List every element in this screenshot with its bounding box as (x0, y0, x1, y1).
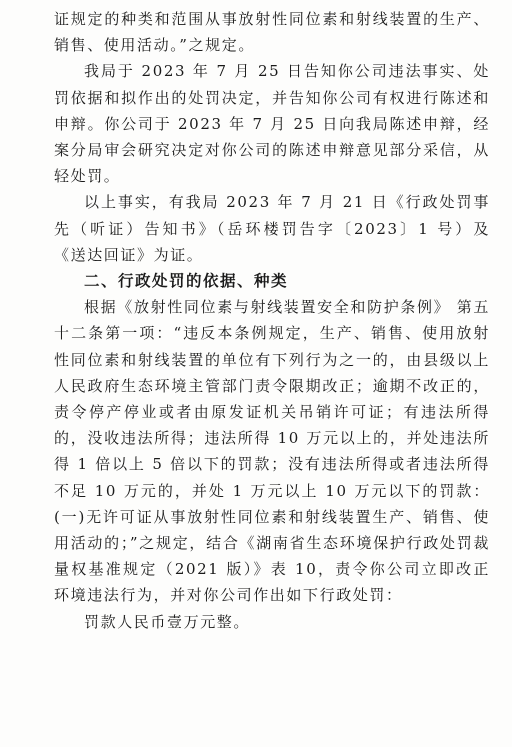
section-heading: 二、行政处罚的依据、种类 (84, 272, 289, 291)
paragraph-evidence: 以上事实，有我局 2023 年 7 月 21 日《行政处罚事先（听证）告知书》（岳环楼罚告字〔2023〕1 号）及《送达回证》为证。 (54, 193, 490, 264)
penalty-line: 罚款人民币壹万元整。 (84, 612, 251, 631)
paragraph-notification: 我局于 2023 年 7 月 25 日告知你公司违法事实、处罚依据和拟作出的处罚决定，并告知你公司有权进行陈述和申辩。你公司于 2023 年 7 月 25 日向我局陈述申辩，经案分局审会研究决定对你公司的陈述申辩意见部分采信，从轻处罚。 (54, 62, 490, 186)
paragraph-legal-basis: 根据《放射性同位素与射线装置安全和防护条例》 第五十二条第一项：“违反本条例规定，生产、销售、使用放射性同位素和射线装置的单位有下列行为之一的，由县级以上人民政府生态环境主管部门责令限期改正；逾期不改正的，责令停产停业或者由原发证机关吊销许可证；有违法所得的，没收违法所得；违法所得 10 万元以上的，并处违法所得 1 倍以上 5 倍以下的罚款；没有违法所得或者违法所得不足 10 万元的，并处 1 万元以上 10 万元以下的罚款：(一)无许可证从事放射性同位素和射线装置生产、销售、使用活动的；”之规定，结合《湖南省生态环境保护行政处罚裁量权基准规定（2021 版）》表 10，责令你公司立即改正环境违法行为，并对你公司作出如下行政处罚： (54, 298, 490, 605)
paragraph-regulation-tail: 证规定的种类和范围从事放射性同位素和射线装置的生产、销售、使用活动。”之规定。 (54, 10, 490, 55)
